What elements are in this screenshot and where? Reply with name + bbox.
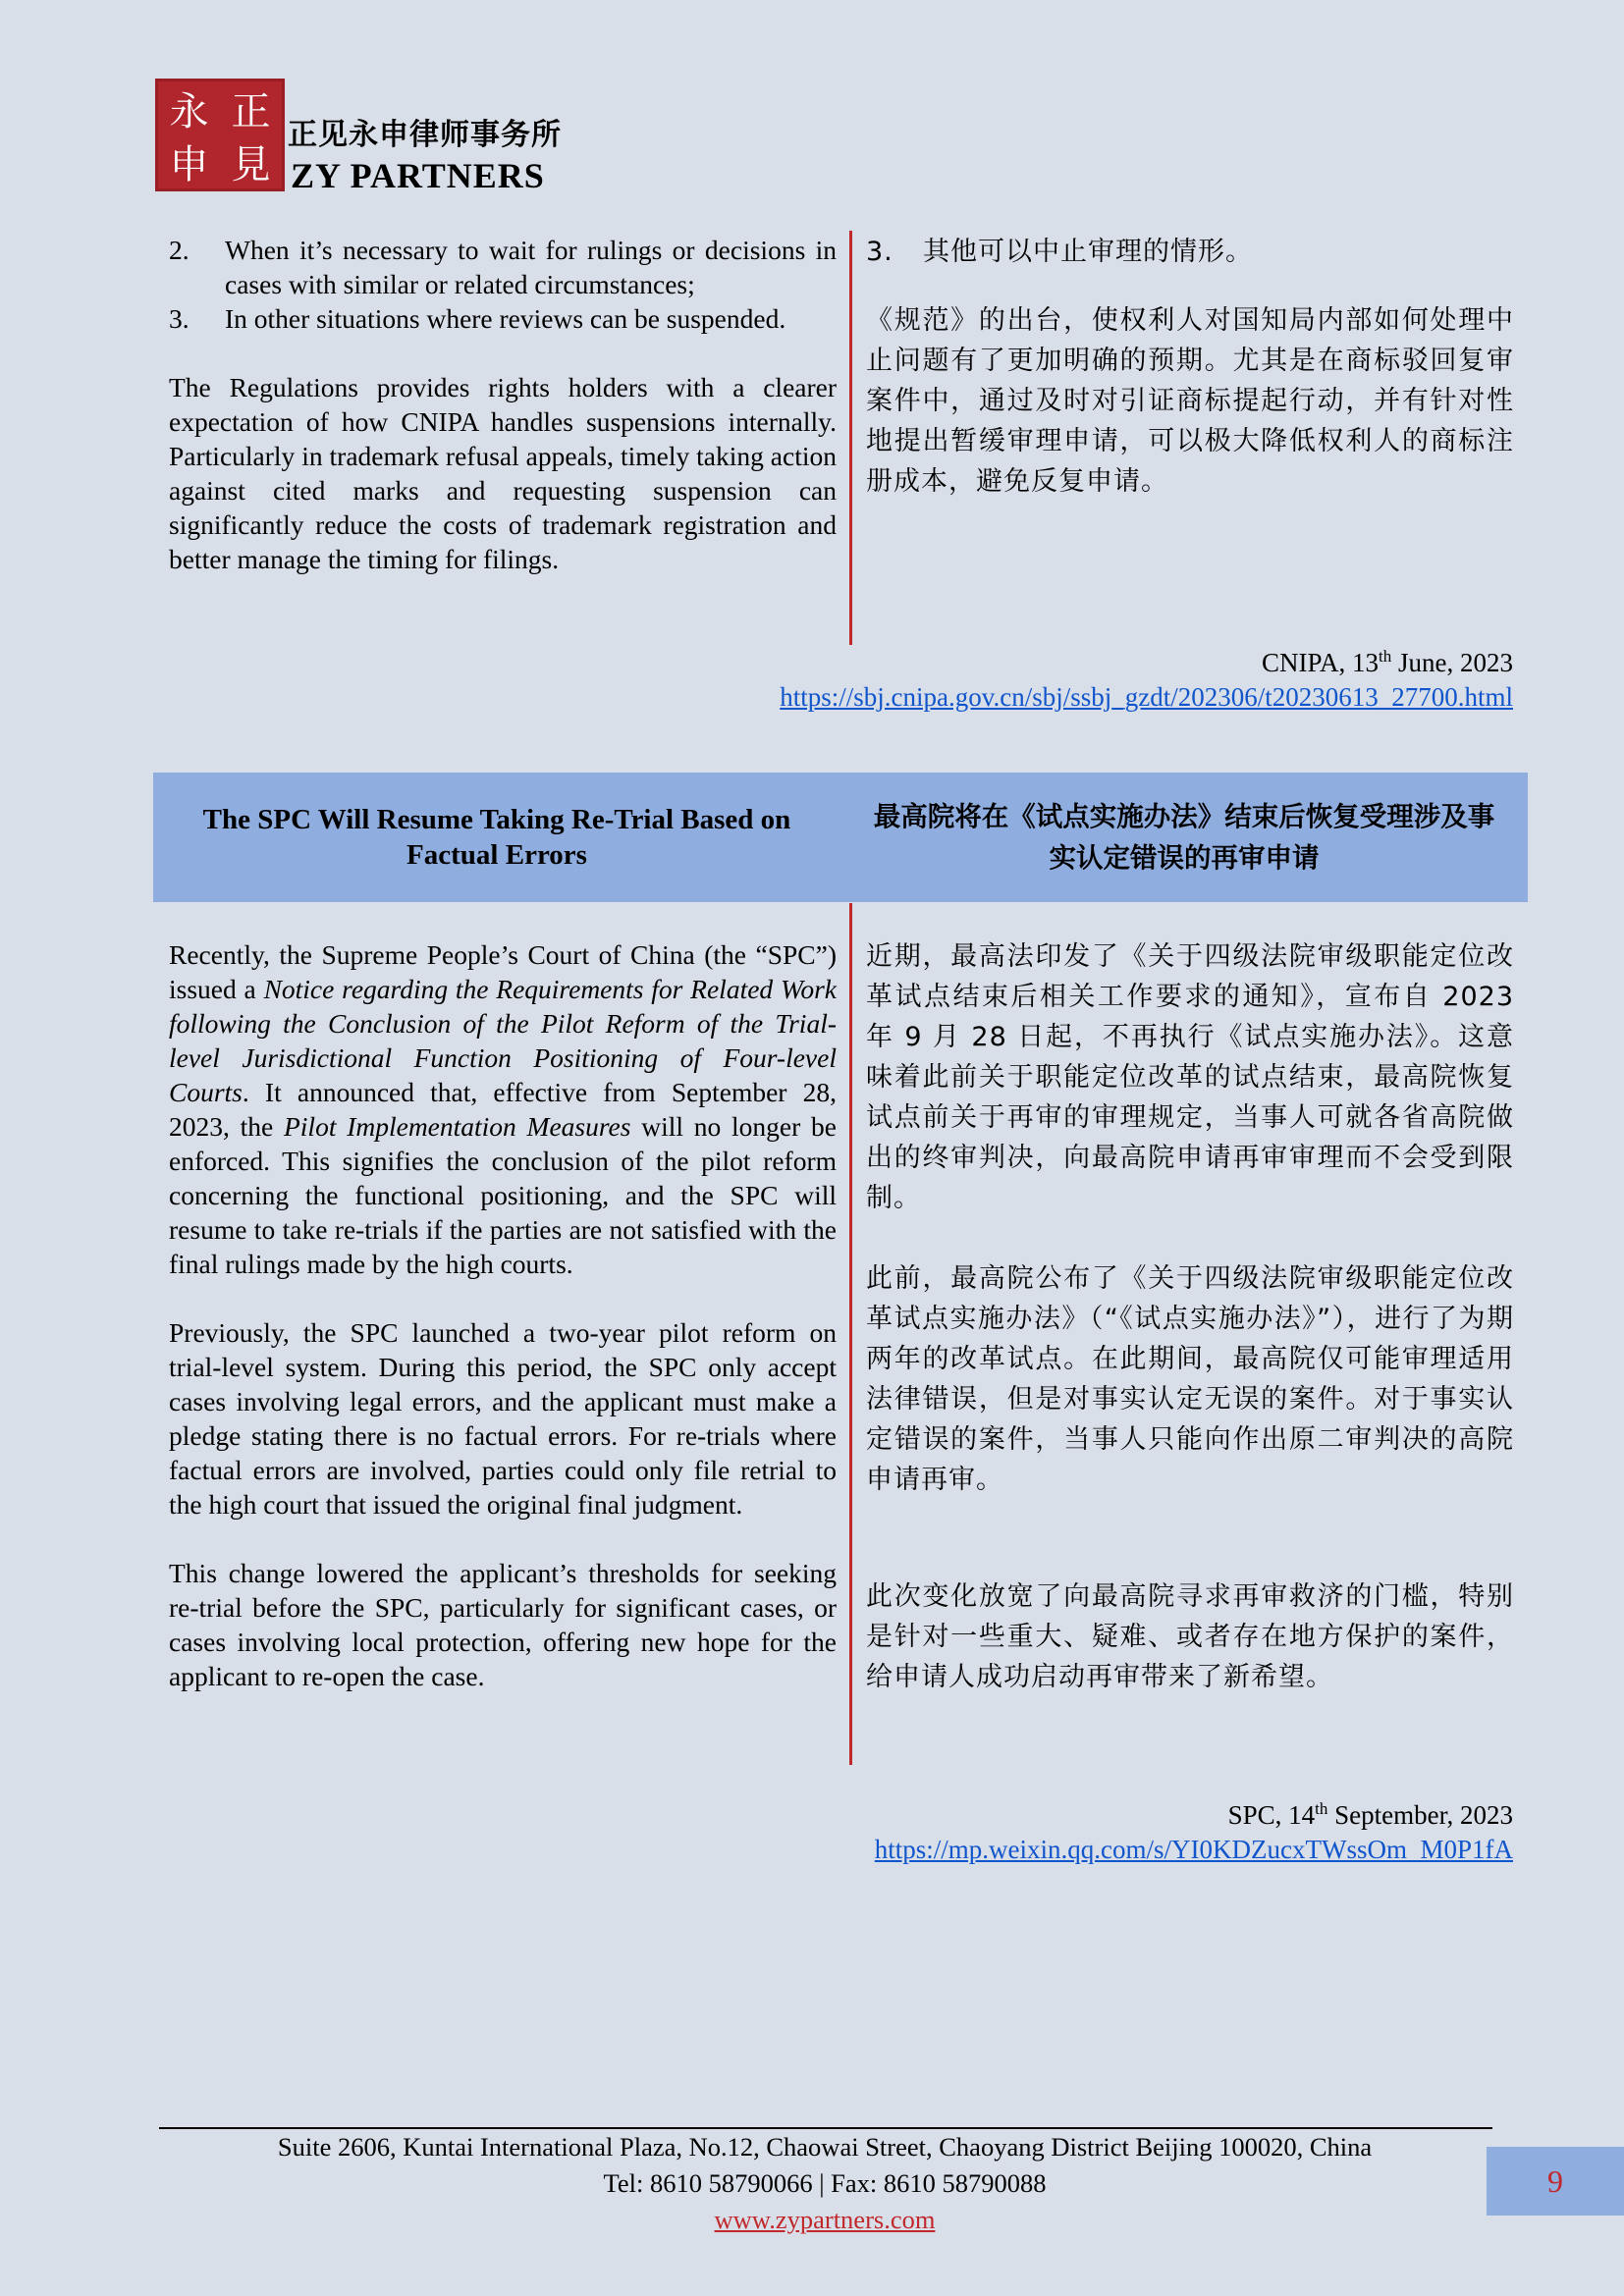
article2-en-paragraph-2: Previously, the SPC launched a two-year pilot reform on trial-level system. During this period, the SPC only accept cases involving legal errors, and the applicant must make a pledge stating there is no factual errors. For re-trials where factual errors are involved, parties could only file retrial to the high court that issued the original final judgment. <box>169 1317 837 1520</box>
firm-logo <box>155 79 285 191</box>
column-divider <box>849 903 852 1765</box>
article-title-en: The SPC Will Resume Taking Re-Trial Based on Factual Errors <box>202 804 791 871</box>
footer-address: Suite 2606, Kuntai International Plaza, No.12, Chaowai Street, Chaoyang District Beijing 100020, China <box>277 2132 1373 2162</box>
article2-en-column <box>169 937 837 1693</box>
article-title-cn: 最高院将在《试点实施办法》结束后恢复受理涉及事实认定错误的再审申请 <box>873 801 1495 874</box>
source-citation: SPC, 14th September, 2023 <box>1227 1799 1513 1830</box>
article2-cn-paragraph-1: 近期，最高法印发了《关于四级法院审级职能定位改革试点结束后相关工作要求的通知》，宣布自 2023 年 9 月 28 日起，不再执行《试点实施办法》。这意味着此前关于职能定位改革的试点结束，最高院恢复试点前关于再审的审理规定，当事人可就各省高院做出的终审判决，向最高院申请再审审理而不会受到限制。 <box>866 941 1514 1213</box>
column-divider <box>849 231 852 645</box>
source-citation: CNIPA, 13th June, 2023 <box>1261 647 1513 677</box>
article2-cn-column <box>866 936 1514 1697</box>
article2-source <box>875 1798 1513 1867</box>
article2-cn-paragraph-2: 此前，最高院公布了《关于四级法院审级职能定位改革试点实施办法》（“《试点实施办法》”），进行了为期两年的改革试点。在此期间，最高院仅可能审理适用法律错误，但是对事实认定无误的案件。对于事实认定错误的案件，当事人只能向作出原二审判决的高院申请再审。 <box>866 1263 1514 1495</box>
list-item: 2. When it’s necessary to wait for rulings or decisions in cases with similar or related circumstances; <box>169 235 837 299</box>
article1-en-column <box>169 233 837 576</box>
source-link[interactable]: https://sbj.cnipa.gov.cn/sbj/ssbj_gzdt/202306/t20230613_27700.html <box>780 682 1513 712</box>
firm-name-cn: 正见永申律师事务所 <box>288 118 562 152</box>
footer-divider <box>159 2127 1492 2129</box>
page-number: 9 <box>1487 2147 1624 2216</box>
list-item: 3. In other situations where reviews can be suspended. <box>169 303 786 334</box>
article1-en-list <box>169 233 837 336</box>
firm-name-en: ZY PARTNERS <box>291 156 545 195</box>
article2-en-paragraph-1: Recently, the Supreme People’s Court of China (the “SPC”) issued a Notice regarding the Requirements for Related Work following the Conclusion of the Pilot Reform of the Trial-level Jurisdictional Function Positioning of Four-level Courts. It announced that, effective from September 28, 2023, the Pilot Implementation Measures will no longer be enforced. This signifies the conclusion of the pilot reform concerning the functional positioning, and the SPC will resume to take re-trials if the parties are not satisfied with the final rulings made by the high courts. <box>169 939 837 1279</box>
article2-en-paragraph-3: This change lowered the applicant’s thresholds for seeking re-trial before the SPC, particularly for significant cases, or cases involving local protection, offering new hope for the applicant to re-open the case. <box>169 1558 837 1691</box>
logo-char: 見 <box>231 142 271 188</box>
article2-cn-paragraph-3: 此次变化放宽了向最高院寻求再审救济的门槛，特别是针对一些重大、疑难、或者存在地方保护的案件，给申请人成功启动再审带来了新希望。 <box>866 1581 1514 1692</box>
source-link[interactable]: https://mp.weixin.qq.com/s/YI0KDZucxTWssOm_M0P1fA <box>874 1835 1513 1864</box>
logo-char: 申 <box>169 142 209 188</box>
list-item: 3. 其他可以中止审理的情形。 <box>866 237 1253 267</box>
article1-en-paragraph: The Regulations provides rights holders with a clearer expectation of how CNIPA handles suspensions internally. Particularly in trademark refusal appeals, timely taking action against cited marks and requesting suspension can significantly reduce the costs of trademark registration and better manage the timing for filings. <box>169 372 837 574</box>
footer-phone: Tel: 8610 58790066 | Fax: 8610 58790088 <box>603 2168 1047 2198</box>
logo-char: 正 <box>231 88 271 134</box>
article1-cn-paragraph: 《规范》的出台，使权利人对国知局内部如何处理中止问题有了更加明确的预期。尤其是在商标驳回复审案件中，通过及时对引证商标提起行动，并有针对性地提出暂缓审理申请，可以极大降低权利人的商标注册成本，避免反复申请。 <box>866 305 1514 497</box>
article1-cn-list <box>866 232 1514 272</box>
article1-source <box>780 646 1513 715</box>
logo-char: 永 <box>169 88 209 134</box>
article1-cn-column <box>866 232 1514 502</box>
footer-website-link[interactable]: www.zypartners.com <box>714 2205 936 2234</box>
article-title-banner <box>153 773 1528 902</box>
